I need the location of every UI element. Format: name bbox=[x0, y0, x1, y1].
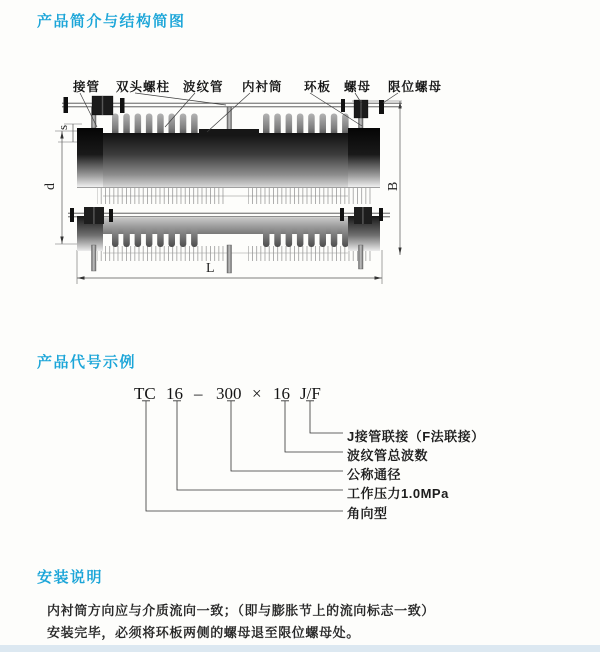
code-section-heading: 产品代号示例 bbox=[37, 354, 137, 371]
install-section-heading: 安装说明 bbox=[37, 569, 104, 586]
code-token-times: × bbox=[252, 384, 262, 403]
part-label-bellows: 波纹管 bbox=[183, 80, 224, 94]
dimension-s-label: s bbox=[55, 124, 70, 130]
intro-section-heading: 产品简介与结构简图 bbox=[37, 13, 186, 30]
body-top bbox=[77, 128, 380, 187]
install-note-line1: 内衬筒方向应与介质流向一致；（即与膨胀节上的流向标志一致） bbox=[47, 603, 435, 618]
callout-connection: J接管联接（F法联接） bbox=[347, 429, 485, 444]
page-bottom-strip bbox=[0, 645, 600, 652]
code-token-waves: 16 bbox=[273, 384, 290, 403]
code-token-connection: J/F bbox=[300, 384, 321, 403]
dimension-L-label: L bbox=[206, 261, 215, 276]
callout-wave-count: 波纹管总波数 bbox=[347, 448, 429, 463]
install-note-line2: 安装完毕，必须将环板两侧的螺母退至限位螺母处。 bbox=[47, 625, 360, 640]
part-label-liner: 内衬筒 bbox=[242, 80, 283, 94]
liner-edge bbox=[199, 129, 259, 135]
pipe-right-top bbox=[348, 128, 380, 187]
callout-angular-type: 角向型 bbox=[347, 506, 388, 521]
part-label-ring-plate: 环板 bbox=[304, 80, 332, 94]
part-label-pipe: 接管 bbox=[73, 80, 101, 94]
code-callout-lines bbox=[130, 396, 355, 521]
dimension-B-label: B bbox=[386, 181, 401, 191]
callout-working-pressure: 工作压力1.0MPa bbox=[347, 486, 449, 501]
pipe-left-top bbox=[77, 128, 103, 187]
part-label-stud: 双头螺柱 bbox=[116, 80, 171, 94]
expansion-joint-drawing bbox=[20, 70, 450, 305]
dimension-d-lines bbox=[55, 131, 78, 244]
part-label-limit-nut: 限位螺母 bbox=[388, 80, 443, 94]
code-token-pressure: 16 bbox=[166, 384, 183, 403]
code-token-type: TC bbox=[134, 384, 156, 403]
dimension-d-label: d bbox=[43, 183, 58, 190]
part-label-nut: 螺母 bbox=[344, 80, 372, 94]
code-token-diameter: 300 bbox=[216, 384, 242, 403]
callout-nominal-diameter: 公称通径 bbox=[347, 467, 402, 482]
code-token-dash: – bbox=[194, 384, 203, 403]
